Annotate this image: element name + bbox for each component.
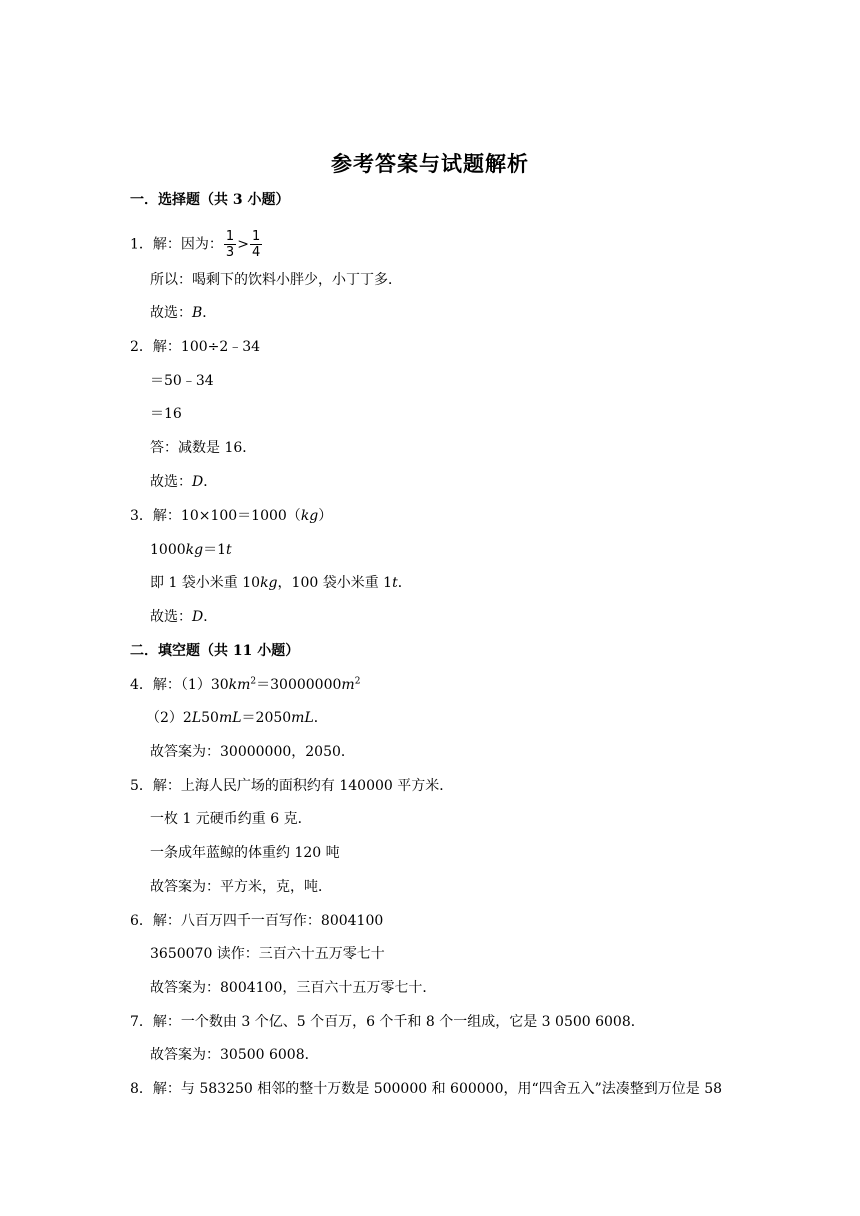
answer-6-line-1: 6．解：八百万四千一百写作：8004100 xyxy=(130,913,384,929)
answer-5-line-1: 5．解：上海人民广场的面积约有 140000 平方米． xyxy=(130,778,454,794)
answer-2-line-5: 故选：D． xyxy=(150,474,218,490)
answer-1-line-3: 故选：B． xyxy=(150,305,217,321)
section-heading-choice: 一．选择题（共 3 小题） xyxy=(130,192,290,208)
answer-7-line-2: 故答案为：30500 6008． xyxy=(150,1047,319,1063)
answer-3-line-1: 3．解：10×100＝1000（kg） xyxy=(130,508,333,524)
answer-4-line-2: （2）2L50mL＝2050mL． xyxy=(146,710,328,726)
answer-6-line-3: 故答案为：8004100，三百六十五万零七十． xyxy=(150,980,437,996)
answer-6-line-2: 3650070 读作：三百六十五万零七十 xyxy=(150,946,385,962)
answer-7-line-1: 7．解：一个数由 3 个亿、5 个百万，6 个千和 8 个一组成，它是 3 0500 6008． xyxy=(130,1014,645,1030)
answer-2-line-1: 2．解：100÷2﹣34 xyxy=(130,339,261,355)
answer-2-line-3: ＝16 xyxy=(150,406,182,422)
answer-4-line-3: 故答案为：30000000，2050． xyxy=(150,744,355,760)
answer-4-line-1: 4．解：$(1)30km^2=30000000m^2$ xyxy=(130,676,361,693)
answer-5-line-2: 一枚 1 元硬币约重 6 克． xyxy=(150,811,312,827)
page-title: 参考答案与试题解析 xyxy=(331,151,529,176)
fraction-one-third: $\frac{1}{3}$ xyxy=(225,229,235,260)
fraction-one-quarter: $\frac{1}{4}$ xyxy=(251,229,261,260)
answer-1-line-2: 所以：喝剩下的饮料小胖少，小丁丁多． xyxy=(150,272,402,288)
answer-5-line-4: 故答案为：平方米，克，吨． xyxy=(150,879,332,895)
answer-2-line-4: 答：减数是 16． xyxy=(150,440,257,456)
answer-8-line-1: 8．解：与 583250 相邻的整十万数是 500000 和 600000，用“四舍五入”法凑整到万位是 58 xyxy=(130,1081,723,1097)
answer-3-line-2: 1000kg＝1t xyxy=(150,542,232,558)
section-heading-fill: 二．填空题（共 11 小题） xyxy=(130,643,300,659)
answer-2-line-2: ＝50﹣34 xyxy=(150,373,214,389)
answer-1-line-1: 1．解：因为： $\frac{1}{3}$ > $\frac{1}{4}$ xyxy=(130,229,261,260)
answer-5-line-3: 一条成年蓝鲸的体重约 120 吨 xyxy=(150,845,340,861)
answer-3-line-4: 故选：D． xyxy=(150,609,218,625)
answer-3-line-3: 即 1 袋小米重 10kg，100 袋小米重 1t． xyxy=(150,575,412,591)
